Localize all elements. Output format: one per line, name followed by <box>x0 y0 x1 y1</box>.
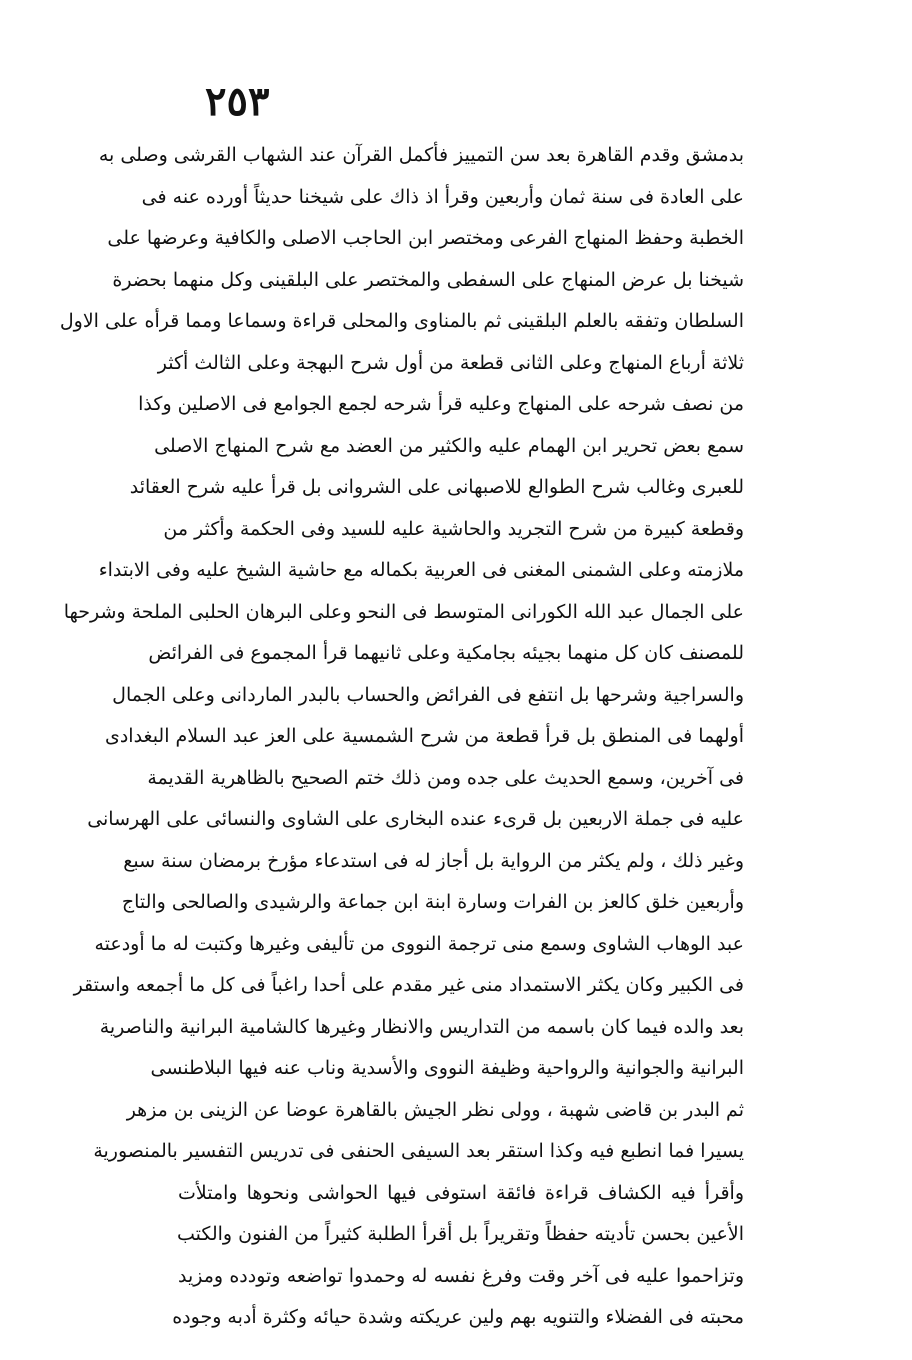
text-line-25: يسيرا فما انطبع فيه وكذا استقر بعد السيفى الحنفى فى تدريس التفسير بالمنصورية <box>93 1140 744 1162</box>
text-line-21: فى الكبير وكان يكثر الاستمداد منى غير مقدم على أحدا راغباً فى كل ما أجمعه واستقر <box>73 974 744 996</box>
text-line-2: على العادة فى سنة ثمان وأربعين وقرأ اذ ذاك على شيخنا حديثاً أورده عنه فى <box>141 185 744 208</box>
text-line-10: وقطعة كبيرة من شرح التجريد والحاشية عليه للسيد وفى الحكمة وأكثر من <box>163 517 744 540</box>
text-line-9: للعبرى وغالب شرح الطوالع للاصبهانى على الشروانى بل قرأ عليه شرح العقائد <box>129 476 744 498</box>
text-line-7: من نصف شرحه على المنهاج وعليه قرأ شرحه لجمع الجوامع فى الاصلين وكذا <box>138 393 744 415</box>
text-line-1: بدمشق وقدم القاهرة بعد سن التمييز فأكمل القرآن عند الشهاب القرشى وصلى به <box>98 144 744 166</box>
text-line-29: محبته فى الفضلاء والتنويه بهم ولين عريكته وشدة حيائه وكثرة أدبه وجوده <box>172 1306 744 1328</box>
text-line-14: والسراجية وشرحها بل انتفع فى الفرائض والحساب بالبدر الماردانى وعلى الجمال <box>112 683 744 706</box>
text-line-12: على الجمال عبد الله الكورانى المتوسط فى النحو وعلى البرهان الحلبى الملحة وشرحها <box>63 600 744 623</box>
text-line-8: سمع بعض تحرير ابن الهمام عليه والكثير من العضد مع شرح المنهاج الاصلى <box>154 434 744 457</box>
text-line-23: البرانية والجوانية والرواحية وظيفة النووى والأسدية وناب عنه فيها البلاطنسى <box>150 1057 744 1079</box>
page-number: ٢٥٣ <box>205 78 270 125</box>
text-line-19: وأربعين خلق كالعز بن الفرات وسارة ابنة ابن جماعة والرشيدى والصالحى والتاج <box>121 891 744 913</box>
text-line-17: عليه فى جملة الاربعين بل قرىء عنده البخارى على الشاوى والنسائى على الهرسانى <box>87 808 744 830</box>
text-line-28: وتزاحموا عليه فى آخر وقت وفرغ نفسه له وحمدوا تواضعه وتودده ومزيد <box>178 1264 744 1287</box>
text-line-11: ملازمته وعلى الشمنى المغنى فى العربية بكماله مع حاشية الشيخ عليه وفى الابتداء <box>98 559 744 581</box>
text-line-5: السلطان وتفقه بالعلم البلقينى ثم بالمناوى والمحلى قراءة وسماعا ومما قرأه على الاول <box>59 310 744 332</box>
text-line-3: الخطبة وحفظ المنهاج الفرعى ومختصر ابن الحاجب الاصلى والكافية وعرضها على <box>107 227 744 249</box>
text-line-16: فى آخرين، وسمع الحديث على جده ومن ذلك ختم الصحيح بالظاهرية القديمة <box>147 766 744 789</box>
text-line-24: ثم البدر بن قاضى شهبة ، وولى نظر الجيش بالقاهرة عوضا عن الزينى بن مزهر <box>126 1098 744 1121</box>
text-line-15: أولهما فى المنطق بل قرأ قطعة من شرح الشمسية على العز عبد السلام البغدادى <box>104 725 744 747</box>
text-line-6: ثلاثة أرباع المنهاج وعلى الثانى قطعة من أول شرح البهجة وعلى الثالث أكثر <box>157 351 744 374</box>
text-line-27: الأعين بحسن تأديته حفظاً وتقريراً بل أقرأ الطلبة كثيراً من الفنون والكتب <box>176 1223 744 1245</box>
text-line-20: عبد الوهاب الشاوى وسمع منى ترجمة النووى من تأليفى وغيرها وكتبت له ما أودعته <box>94 932 744 955</box>
text-line-26: وأقرأ فيه الكشاف قراءة فائقة استوفى فيها الحواشى ونحوها وامتلأت <box>178 1181 744 1204</box>
body-text <box>59 135 744 1339</box>
text-line-22: بعد والده فيما كان باسمه من التداريس والانظار وغيرها كالشامية البرانية والناصرية <box>99 1015 744 1038</box>
text-line-13: للمصنف كان كل منهما بجيئه بجامكية وعلى ثانيهما قرأ المجموع فى الفرائض <box>148 642 744 664</box>
text-line-4: شيخنا بل عرض المنهاج على السفطى والمختصر على البلقينى وكل منهما بحضرة <box>112 268 744 291</box>
text-line-18: وغير ذلك ، ولم يكثر من الرواية بل أجاز له فى استدعاء مؤرخ برمضان سنة سبع <box>123 849 744 872</box>
